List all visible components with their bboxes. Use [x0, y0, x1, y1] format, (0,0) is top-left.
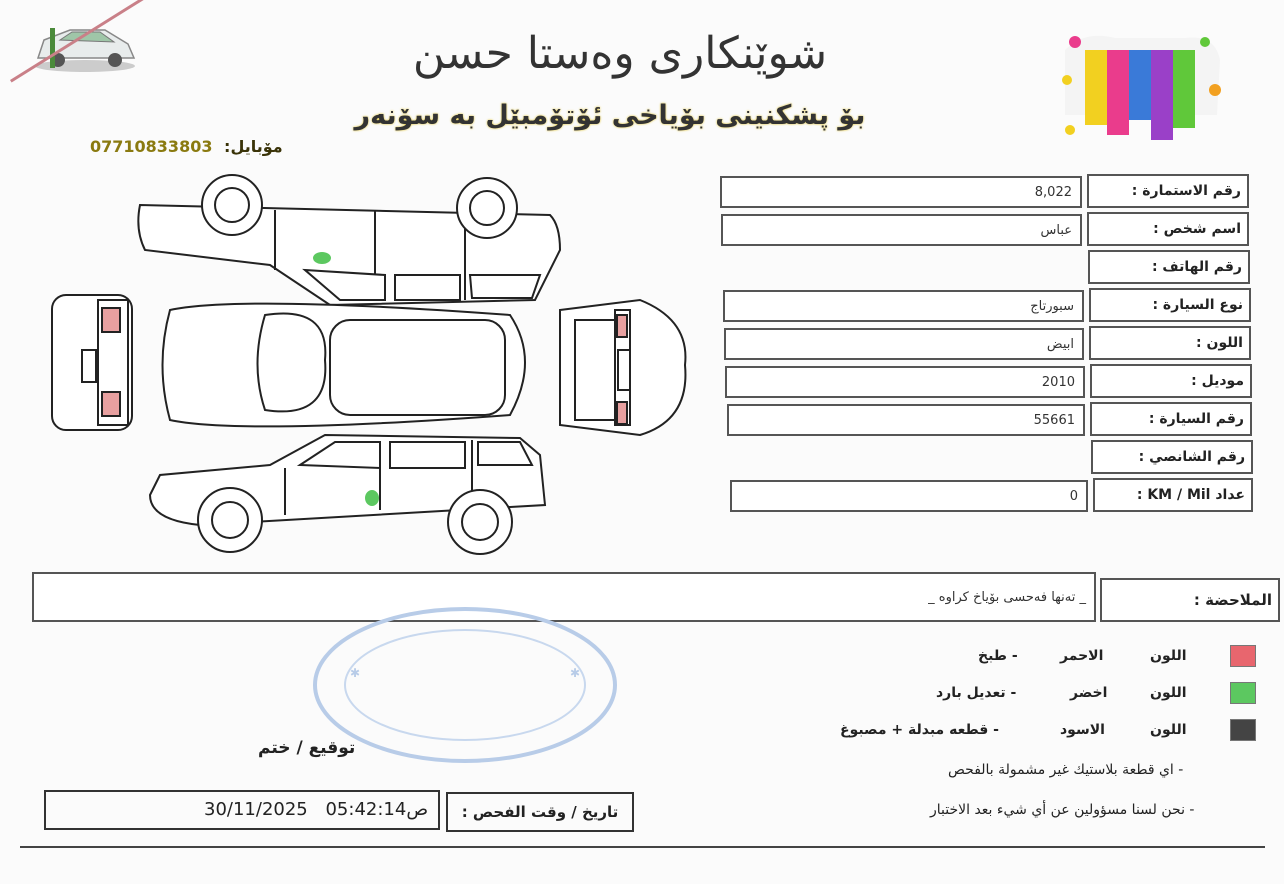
svg-text:✱: ✱	[350, 666, 361, 680]
inspection-period: ص	[406, 799, 429, 820]
paint-splash-logo-icon	[1045, 20, 1230, 145]
disclaimer-liability: - نحن لسنا مسؤولين عن أي شيء بعد الاختبار	[930, 802, 1195, 818]
field-value-model: 2010	[725, 366, 1085, 398]
inspection-datetime	[44, 790, 440, 830]
inspection-time: 05:42:14	[325, 799, 407, 820]
phone-label: مۆبایل:	[224, 137, 283, 156]
svg-text:✱: ✱	[570, 666, 581, 680]
faded-stamp-icon	[310, 605, 620, 765]
field-value-person-name: عباس	[721, 214, 1082, 246]
field-label-odometer: عداد KM / Mil :	[1093, 478, 1253, 512]
inspection-label: تاريخ / وقت الفحص :	[446, 792, 634, 832]
car-rear-view	[560, 300, 685, 435]
legend-color-name: اخضر	[1070, 685, 1108, 701]
bottom-divider	[20, 846, 1265, 848]
car-side-bottom-view	[150, 435, 545, 554]
notes-value: _ تەنها فەحسی بۆیاخ کراوە _	[32, 572, 1096, 622]
field-label-color: اللون :	[1089, 326, 1251, 360]
legend-swatch-black	[1230, 719, 1256, 741]
field-value-odometer: 0	[730, 480, 1088, 512]
green-mark-top	[313, 252, 331, 264]
legend-swatch-green	[1230, 682, 1256, 704]
field-label-chassis: رقم الشانصي :	[1091, 440, 1253, 474]
field-label-phone: رقم الهاتف :	[1088, 250, 1250, 284]
disclaimer-plastic: - اي قطعة بلاستيك غير مشمولة بالفحص	[948, 762, 1184, 778]
phone-number: 07710833803	[90, 137, 213, 156]
field-value-form-number: 8,022	[720, 176, 1082, 208]
legend-word: اللون	[1150, 648, 1187, 664]
field-label-car-type: نوع السيارة :	[1089, 288, 1251, 322]
legend-color-name: الاسود	[1060, 722, 1105, 738]
inspection-date: 30/11/2025	[204, 799, 308, 820]
notes-label: الملاحضة :	[1100, 578, 1280, 622]
field-value-color: ابيض	[724, 328, 1084, 360]
signature-label: توقيع / ختم	[258, 738, 356, 758]
field-label-person-name: اسم شخص :	[1087, 212, 1249, 246]
car-logo-icon	[30, 18, 140, 78]
phone-line	[90, 137, 283, 156]
legend-meaning: - قطعه مبدلة + مصبوغ	[840, 722, 999, 738]
legend-meaning: - تعديل بارد	[936, 685, 1017, 701]
legend-word: اللون	[1150, 685, 1187, 701]
legend-word: اللون	[1150, 722, 1187, 738]
field-label-plate-number: رقم السيارة :	[1090, 402, 1252, 436]
field-label-model: موديل :	[1090, 364, 1252, 398]
car-top-view	[163, 304, 526, 427]
field-label-form-number: رقم الاستمارة :	[1087, 174, 1249, 208]
green-mark-bottom	[365, 490, 379, 506]
car-inspection-diagram	[40, 170, 700, 560]
car-side-top-view	[138, 175, 560, 305]
legend-color-name: الاحمر	[1060, 648, 1104, 664]
field-value-plate-number: 55661	[727, 404, 1085, 436]
shop-title: شوێنکاری وەستا حسن	[412, 28, 828, 79]
shop-subtitle: بۆ پشکنینی بۆیاخی ئۆتۆمبێل بە سۆنەر	[354, 100, 866, 131]
field-value-car-type: سبورتاج	[723, 290, 1084, 322]
legend-swatch-red	[1230, 645, 1256, 667]
legend-meaning: - طبخ	[978, 648, 1018, 664]
car-front-view	[52, 295, 132, 430]
